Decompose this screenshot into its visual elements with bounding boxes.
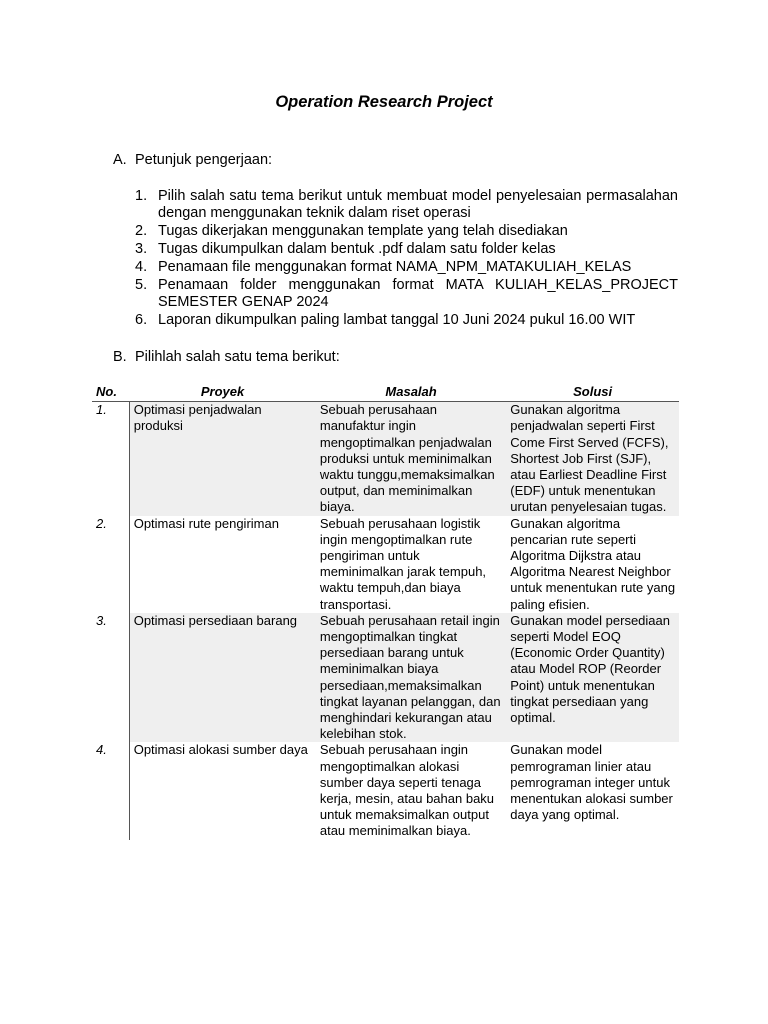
table-row (92, 402, 679, 516)
document-title: Operation Research Project (275, 93, 493, 111)
instruction-text: Penamaan file menggunakan format NAMA_NPM_MATAKULIAH_KELAS (158, 259, 632, 275)
instruction-text: Penamaan folder menggunakan format MATA KULIAH_KELAS_PROJECT SEMESTER GENAP 2024 (158, 277, 678, 310)
header-masalah: Masalah (316, 383, 506, 402)
table-row (92, 742, 679, 839)
section-a-heading (113, 152, 272, 168)
instruction-text: Pilih salah satu tema berikut untuk membuat model penyelesaian permasalahan dengan menggunakan teknik dalam riset operasi (158, 188, 678, 221)
cell-masalah: Sebuah perusahaan retail ingin mengoptimalkan tingkat persediaan barang untuk meminimalkan biaya persediaan,memaksimalkan tingkat layanan pelanggan, dan menghindari kekurangan atau kelebihan stok. (316, 613, 506, 743)
section-b-text: Pilihlah salah satu tema berikut: (135, 349, 340, 365)
cell-masalah: Sebuah perusahaan manufaktur ingin mengoptimalkan penjadwalan produksi untuk meminimalkan waktu tunggu,memaksimalkan output, dan meminimalkan biaya. (316, 402, 506, 516)
cell-no: 1. (92, 402, 129, 516)
instruction-number: 4. (135, 259, 148, 275)
cell-no: 3. (92, 613, 129, 743)
cell-solusi: Gunakan model persediaan seperti Model EOQ (Economic Order Quantity) atau Model ROP (Reorder Point) untuk menentukan tingkat persediaan yang optimal. (506, 613, 679, 743)
header-solusi: Solusi (506, 383, 679, 402)
instruction-item (135, 188, 678, 222)
instruction-list (135, 188, 678, 330)
section-a-letter: A. (113, 152, 127, 168)
cell-solusi: Gunakan algoritma penjadwalan seperti First Come First Served (FCFS), Shortest Job First (SJF), atau Earliest Deadline First (EDF) untuk menentukan urutan penyelesaian tugas. (506, 402, 679, 516)
cell-no: 4. (92, 742, 129, 839)
instruction-text: Tugas dikumpulkan dalam bentuk .pdf dalam satu folder kelas (158, 241, 556, 257)
instruction-number: 1. (135, 188, 148, 204)
instruction-text: Tugas dikerjakan menggunakan template yang telah disediakan (158, 223, 568, 239)
instruction-number: 2. (135, 223, 148, 239)
cell-proyek: Optimasi rute pengiriman (133, 515, 279, 531)
cell-no: 2. (92, 516, 129, 613)
instruction-text: Laporan dikumpulkan paling lambat tanggal 10 Juni 2024 pukul 16.00 WIT (158, 312, 636, 328)
table-row (92, 613, 679, 743)
cell-solusi: Gunakan algoritma pencarian rute seperti Algoritma Dijkstra atau Algoritma Nearest Neighbor untuk menentukan rute yang paling efisien. (510, 515, 676, 612)
instruction-item (135, 277, 678, 311)
cell-proyek: Optimasi alokasi sumber daya (133, 742, 308, 758)
instruction-number: 5. (135, 277, 148, 293)
instruction-number: 3. (135, 241, 148, 257)
cell-proyek: Optimasi persediaan barang (129, 613, 316, 743)
cell-solusi: Gunakan model pemrograman linier atau pemrograman integer untuk menentukan alokasi sumber daya yang optimal. (510, 742, 673, 823)
section-b-heading (113, 349, 340, 365)
instruction-item (135, 259, 678, 276)
theme-table (92, 383, 679, 840)
cell-proyek: Optimasi penjadwalan produksi (129, 402, 316, 516)
section-a-text: Petunjuk pengerjaan: (135, 152, 273, 168)
instruction-number: 6. (135, 312, 148, 328)
cell-masalah: Sebuah perusahaan logistik ingin mengoptimalkan rute pengiriman untuk meminimalkan jarak tempuh, waktu tempuh,dan biaya transportasi. (319, 515, 487, 612)
header-no: No. (92, 383, 129, 402)
header-proyek: Proyek (129, 383, 316, 402)
instruction-item (135, 312, 678, 329)
table-row (92, 516, 679, 613)
instruction-item (135, 241, 678, 258)
instruction-item (135, 223, 678, 240)
section-b-letter: B. (113, 349, 127, 365)
table-header-row (92, 383, 679, 402)
cell-masalah: Sebuah perusahaan ingin mengoptimalkan alokasi sumber daya seperti tenaga kerja, mesin, atau bahan baku untuk memaksimalkan output atau meminimalkan biaya. (319, 742, 495, 839)
